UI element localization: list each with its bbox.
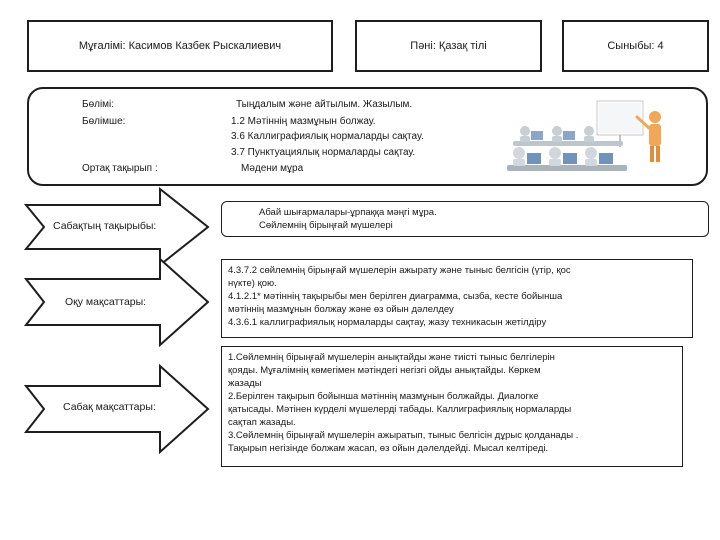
lesson-objectives-label: Сабақ мақсаттары: (63, 401, 156, 413)
content-line: сақтап жазады. (228, 417, 296, 428)
content-line: Абай шығармалары-ұрпаққа мәңгі мұра. (259, 207, 437, 218)
content-line: 4.1.2.1* мәтіннің тақырыбы мен берілген диаграмма, сызба, кесте бойынша (228, 291, 563, 302)
subsection-label: Бөлімше: (82, 116, 126, 127)
teacher-box (27, 20, 333, 72)
subsection-item: 3.6 Каллиграфиялық нормаларды сақтау. (231, 131, 424, 142)
subject-box (355, 20, 542, 72)
content-line: 1.Сөйлемнің бірыңғай мүшелерін анықтайды және тиісті тыныс белгілерін (228, 352, 555, 363)
content-line: Тақырып негізінде болжам жасап, өз ойын дәлелдейді. Мысал келтіреді. (228, 443, 549, 454)
section-value: Тыңдалым және айтылым. Жазылым. (236, 99, 413, 110)
learning-objectives-box (221, 259, 693, 338)
info-box (27, 87, 708, 186)
subsection-item: 1.2 Мәтіннің мазмұнын болжау. (231, 116, 376, 127)
content-line: 4.3.6.1 каллиграфиялық нормаларды сақтау, жазу техникасын жетілдіру (228, 317, 547, 328)
subject-name: Пәні: Қазақ тілі (410, 40, 487, 52)
section-label: Бөлімі: (82, 99, 115, 110)
content-line: қояды. Мұғалімнің көмегімен мәтіндегі негізгі ойды анықтайды. Көркем (228, 365, 541, 376)
lesson-topic-label: Сабақтың тақырыбы: (53, 220, 157, 232)
content-line: жазады (228, 378, 262, 389)
teacher-name: Мұғалімі: Касимов Казбек Рыскалиевич (78, 40, 282, 52)
content-line: қатысады. Мәтінен күрделі мүшелерді табады. Каллиграфиялық нормаларды (228, 404, 572, 415)
content-line: мәтіннің мазмұнын болжау және өз ойын дәлелдеу (228, 304, 454, 315)
content-line: 2.Берілген тақырып бойынша мәтіннің мазмұнын болжайды. Диалогке (228, 391, 539, 402)
classroom-presentation-icon (505, 93, 685, 179)
grade-value: Сыныбы: 4 (607, 40, 664, 52)
content-line: нүкте) қою. (228, 278, 277, 289)
content-line: 4.3.7.2 сөйлемнің бірыңғай мүшелерін ажырату және тыныс белгісін (үтір, қос (228, 265, 571, 276)
subsection-item: 3.7 Пунктуациялық нормаларды сақтау. (231, 147, 416, 158)
learning-objectives-label: Оқу мақсаттары: (65, 296, 147, 308)
grade-box (562, 20, 709, 72)
lesson-objectives-box (221, 346, 683, 467)
common-topic-value: Мәдени мұра (241, 163, 304, 174)
content-line: 3.Сөйлемнің бірыңғай мүшелерін ажыратып, тыныс белгісін дұрыс қолданады . (228, 430, 579, 441)
content-line: Сөйлемнің бірыңғай мүшелері (259, 220, 393, 231)
lesson-topic-box (221, 201, 709, 237)
common-topic-label: Ортақ тақырып : (82, 163, 158, 174)
